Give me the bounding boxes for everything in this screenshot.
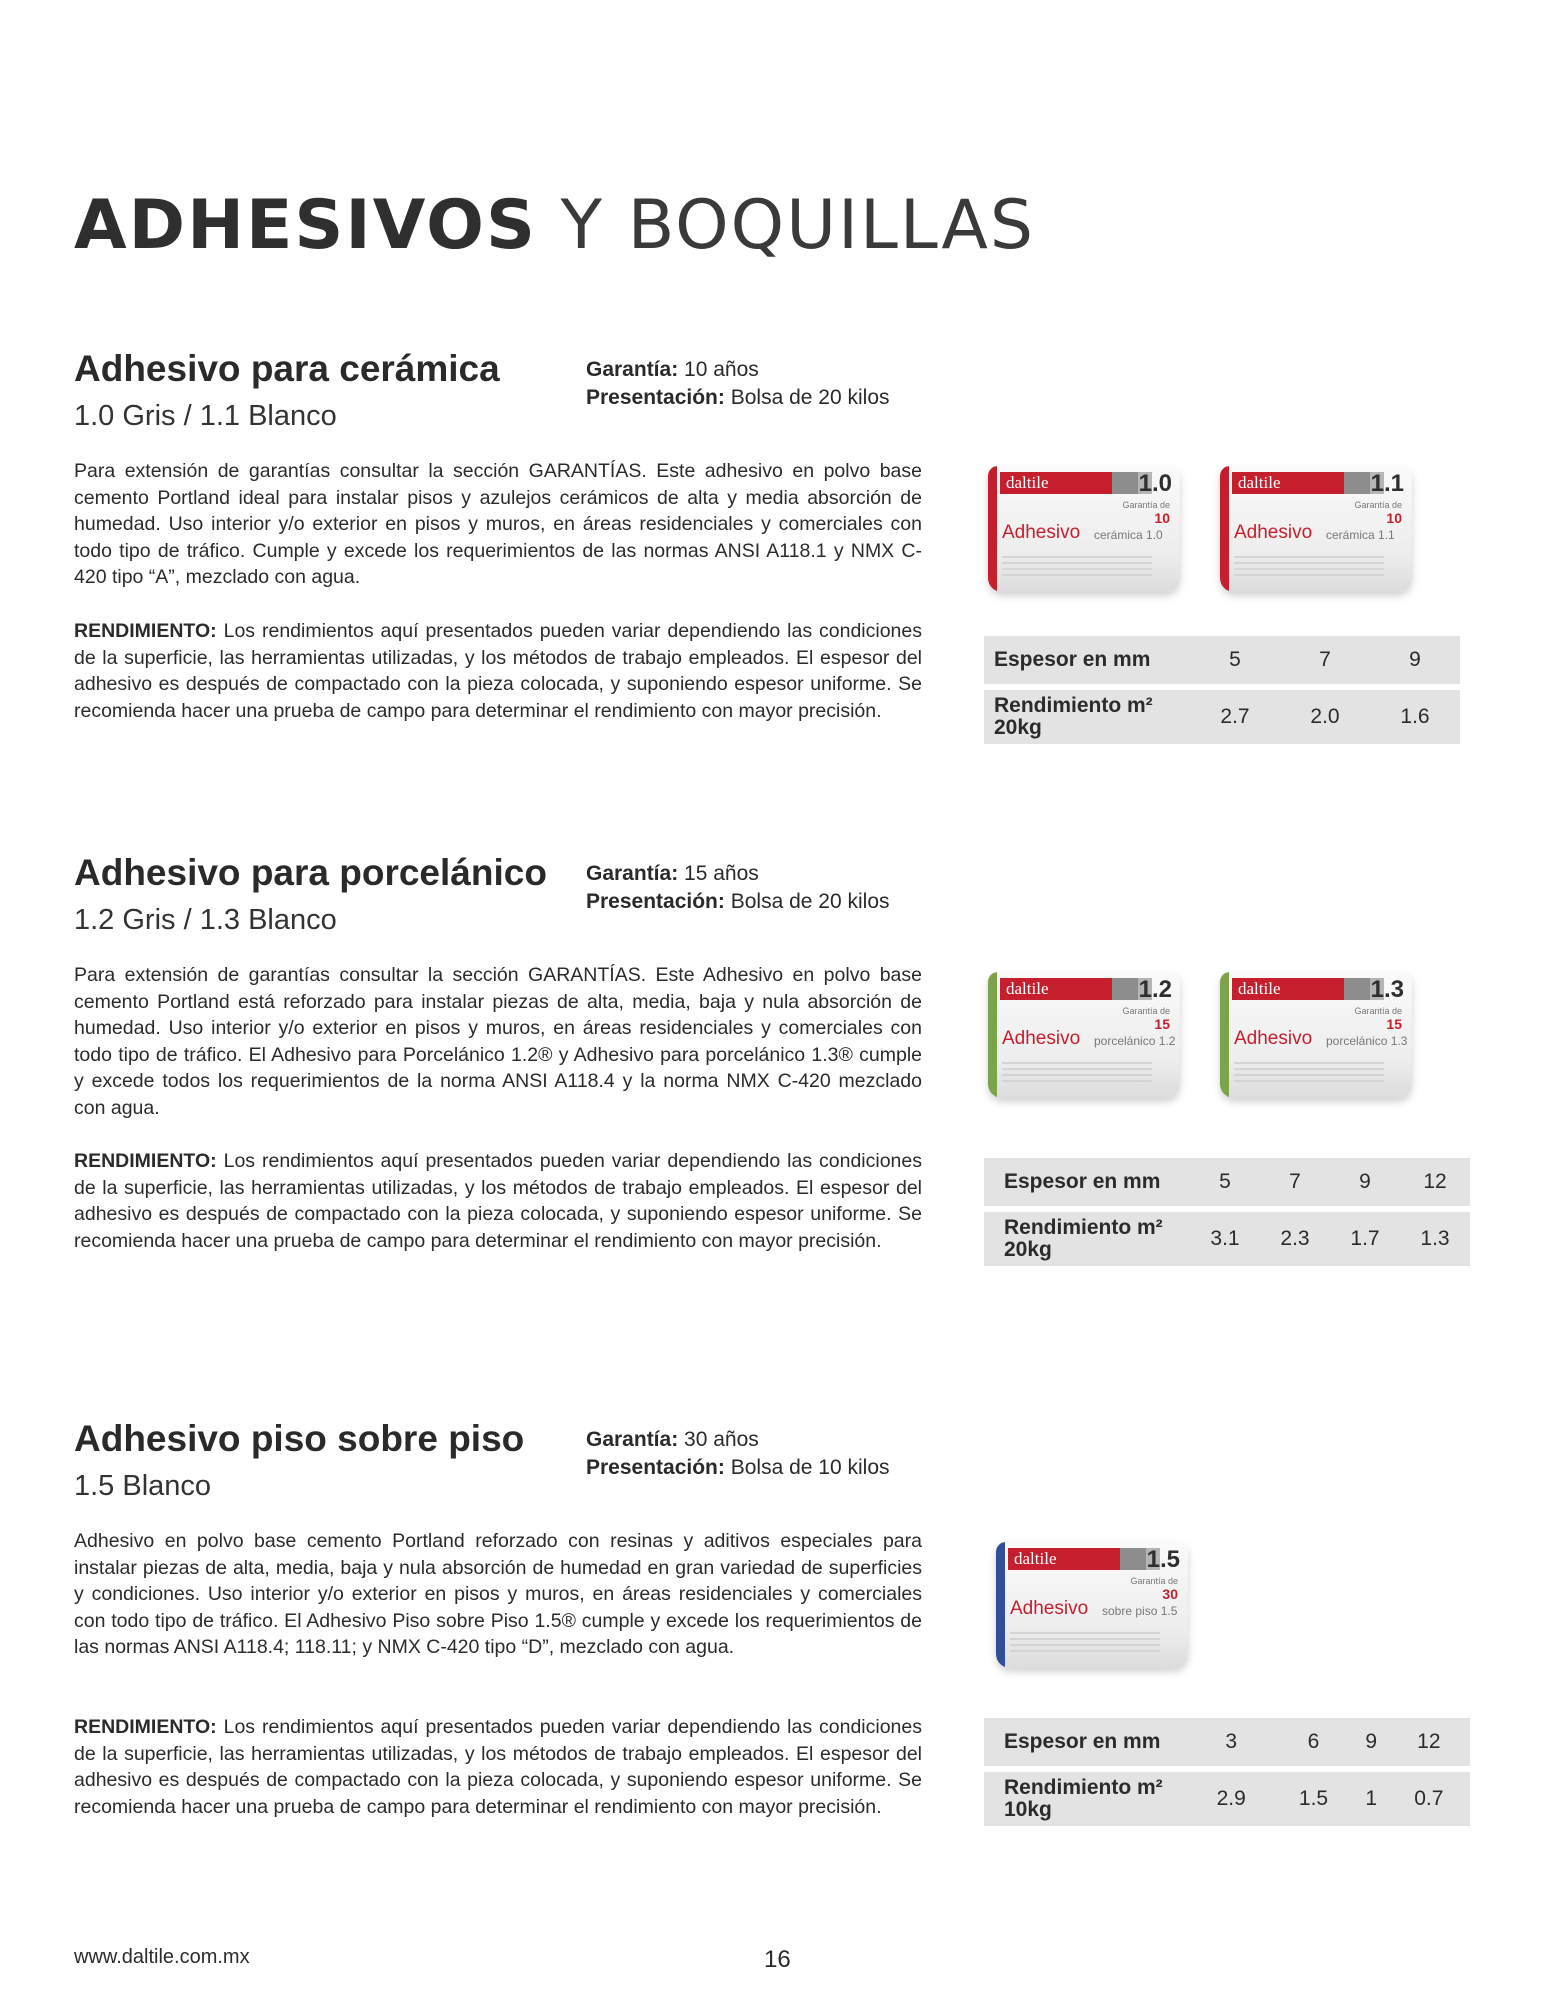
table-label-line: 20kg [994, 716, 1042, 739]
table-row [984, 636, 1460, 684]
table-label-line: Rendimiento m² [1004, 1776, 1163, 1799]
product-bag-image [996, 1542, 1188, 1668]
table-cell: 0.7 [1388, 1772, 1470, 1826]
table-label: Espesor en mm [984, 636, 1190, 684]
garantia-value: 10 años [684, 358, 759, 381]
presentacion-value: Bolsa de 20 kilos [730, 386, 890, 409]
title-bold: ADHESIVOS [74, 186, 537, 265]
garantia-label: Garantía: [586, 862, 679, 885]
rendimiento-label: RENDIMIENTO: [74, 1716, 217, 1738]
rendimiento-paragraph [74, 618, 922, 724]
product-bag-image [1220, 466, 1412, 592]
rendimiento-label: RENDIMIENTO: [74, 1150, 217, 1172]
table-cell: 3.1 [1190, 1212, 1260, 1266]
bag-subtitle: porcelánico 1.3 [1326, 1034, 1408, 1048]
rendimiento-text: Los rendimientos aquí presentados pueden variar dependiendo las condiciones de la superficie, las herramientas utilizadas, y los métodos de trabajo empleados. El espesor del adhesivo es después de compactado con la pieza colocada, y suponiendo espesor uniforme. Se recomienda hacer una prueba de campo para determinar el rendimiento con mayor precisión. [74, 1716, 922, 1818]
presentacion-label: Presentación: [586, 1456, 725, 1479]
rendimiento-paragraph [74, 1148, 922, 1254]
table-label [984, 1772, 1190, 1826]
product-variant: 1.0 Gris / 1.1 Blanco [74, 400, 337, 432]
rendimiento-table [984, 1712, 1470, 1832]
rendimiento-text: Los rendimientos aquí presentados pueden variar dependiendo las condiciones de la superficie, las herramientas utilizadas, y los métodos de trabajo empleados. El espesor del adhesivo es después de compactado con la pieza colocada, y suponiendo espesor uniforme. Se recomienda hacer una prueba de campo para determinar el rendimiento con mayor precisión. [74, 1150, 922, 1252]
bag-garantia-number: 30 [1162, 1586, 1178, 1602]
table-label: Espesor en mm [984, 1158, 1190, 1206]
bag-fineprint [1234, 556, 1384, 576]
bag-stripe [1344, 978, 1370, 1000]
bag-adhesivo: Adhesivo [1010, 1598, 1089, 1619]
table-label-line: Rendimiento m² [994, 694, 1153, 717]
rendimiento-text: Los rendimientos aquí presentados pueden variar dependiendo las condiciones de la superficie, las herramientas utilizadas, y los métodos de trabajo empleados. El espesor del adhesivo es después de compactado con la pieza colocada, y suponiendo espesor uniforme. Se recomienda hacer una prueba de campo para determinar el rendimiento con mayor precisión. [74, 620, 922, 722]
bag-stripe [1112, 978, 1138, 1000]
page-number: 16 [764, 1946, 791, 1973]
table-cell: 9 [1330, 1158, 1400, 1206]
page-title [74, 186, 1035, 265]
presentacion-value: Bolsa de 20 kilos [730, 890, 890, 913]
bag-garantia-number: 10 [1386, 510, 1402, 526]
bag-strip [996, 1542, 1005, 1668]
table-cell: 7 [1260, 1158, 1330, 1206]
product-description: Para extensión de garantías consultar la sección GARANTÍAS. Este adhesivo en polvo base cemento Portland ideal para instalar pisos y azulejos cerámicos de alta y media absorción de humedad. Uso interior y/o exterior en pisos y muros, en áreas residenciales y comerciales con todo tipo de tráfico. Cumple y excede los requerimientos de las normas ANSI A118.1 y NMX C-420 tipo “A”, mezclado con agua. [74, 460, 922, 588]
bag-code: 1.0 [1138, 470, 1172, 497]
table-label [984, 690, 1190, 744]
rendimiento-paragraph [74, 1714, 922, 1820]
bag-garantia: Garantía de [1354, 500, 1402, 510]
bag-stripe [1112, 472, 1138, 494]
table-cell: 12 [1388, 1718, 1470, 1766]
bag-fineprint [1002, 1062, 1152, 1082]
bag-stripe [1120, 1548, 1146, 1570]
footer-url[interactable]: www.daltile.com.mx [74, 1946, 250, 1968]
table-row [984, 690, 1460, 744]
bag-brand: daltile [1008, 1548, 1120, 1570]
table-cell: 9 [1355, 1718, 1388, 1766]
table-cell: 2.7 [1190, 690, 1280, 744]
rendimiento-label: RENDIMIENTO: [74, 620, 217, 642]
presentacion-value: Bolsa de 10 kilos [730, 1456, 890, 1479]
bag-brand: daltile [1000, 472, 1112, 494]
product-specs [586, 356, 890, 412]
table-row [984, 1718, 1470, 1766]
presentacion-label: Presentación: [586, 386, 725, 409]
bag-subtitle: cerámica 1.1 [1326, 528, 1395, 542]
garantia-value: 15 años [684, 862, 759, 885]
table-cell: 7 [1280, 636, 1370, 684]
bag-fineprint [1002, 556, 1152, 576]
bag-garantia-number: 15 [1154, 1016, 1170, 1032]
product-specs [586, 860, 890, 916]
table-row [984, 1772, 1470, 1826]
product-variant: 1.2 Gris / 1.3 Blanco [74, 904, 337, 936]
table-cell: 12 [1400, 1158, 1470, 1206]
bag-subtitle: porcelánico 1.2 [1094, 1034, 1176, 1048]
bag-garantia: Garantía de [1354, 1006, 1402, 1016]
table-label [984, 1212, 1190, 1266]
table-cell: 1.6 [1370, 690, 1460, 744]
bag-garantia: Garantía de [1122, 500, 1170, 510]
rendimiento-table [984, 1152, 1470, 1272]
bag-garantia-number: 10 [1154, 510, 1170, 526]
bag-code: 1.2 [1138, 976, 1172, 1003]
bag-brand: daltile [1232, 472, 1344, 494]
bag-adhesivo: Adhesivo [1234, 1028, 1313, 1049]
bag-garantia: Garantía de [1122, 1006, 1170, 1016]
product-bag-image [1220, 972, 1412, 1098]
title-light: Y BOQUILLAS [560, 186, 1036, 265]
table-cell: 1 [1355, 1772, 1388, 1826]
bag-code: 1.5 [1146, 1546, 1180, 1573]
table-cell: 5 [1190, 1158, 1260, 1206]
table-cell: 1.7 [1330, 1212, 1400, 1266]
bag-strip [1220, 972, 1229, 1098]
table-label-line: 20kg [1004, 1238, 1052, 1261]
product-name: Adhesivo para cerámica [74, 348, 500, 389]
bag-subtitle: cerámica 1.0 [1094, 528, 1163, 542]
bag-garantia: Garantía de [1130, 1576, 1178, 1586]
table-cell: 2.0 [1280, 690, 1370, 744]
table-label-line: 10kg [1004, 1798, 1052, 1821]
rendimiento-table [984, 630, 1460, 750]
product-bag-image [988, 972, 1180, 1098]
bag-strip [1220, 466, 1229, 592]
table-cell: 1.5 [1272, 1772, 1354, 1826]
presentacion-label: Presentación: [586, 890, 725, 913]
garantia-label: Garantía: [586, 358, 679, 381]
bag-garantia-number: 15 [1386, 1016, 1402, 1032]
table-label-line: Rendimiento m² [1004, 1216, 1163, 1239]
bag-strip [988, 466, 997, 592]
table-cell: 3 [1190, 1718, 1272, 1766]
bag-fineprint [1234, 1062, 1384, 1082]
product-specs [586, 1426, 890, 1482]
table-cell: 2.9 [1190, 1772, 1272, 1826]
table-row [984, 1158, 1470, 1206]
product-bag-image [988, 466, 1180, 592]
table-cell: 5 [1190, 636, 1280, 684]
bag-stripe [1344, 472, 1370, 494]
table-cell: 9 [1370, 636, 1460, 684]
table-cell: 6 [1272, 1718, 1354, 1766]
product-name: Adhesivo para porcelánico [74, 852, 547, 893]
bag-adhesivo: Adhesivo [1002, 1028, 1081, 1049]
product-description: Adhesivo en polvo base cemento Portland reforzado con resinas y aditivos especiales para instalar piezas de alta, media, baja y nula absorción de humedad en gran variedad de superficies y condiciones. Uso interior y/o exterior en pisos y muros, en áreas residenciales y comerciales con todo tipo de tráfico. El Adhesivo Piso sobre Piso 1.5® cumple y excede los requerimientos de las normas ANSI A118.4; 118.11; y NMX C-420 tipo “D”, mezclado con agua. [74, 1530, 922, 1658]
product-name: Adhesivo piso sobre piso [74, 1418, 525, 1459]
bag-code: 1.1 [1370, 470, 1404, 497]
bag-strip [988, 972, 997, 1098]
table-cell: 1.3 [1400, 1212, 1470, 1266]
bag-subtitle: sobre piso 1.5 [1102, 1604, 1178, 1618]
garantia-label: Garantía: [586, 1428, 679, 1451]
table-cell: 2.3 [1260, 1212, 1330, 1266]
garantia-value: 30 años [684, 1428, 759, 1451]
bag-code: 1.3 [1370, 976, 1404, 1003]
bag-adhesivo: Adhesivo [1234, 522, 1313, 543]
table-row [984, 1212, 1470, 1266]
bag-fineprint [1010, 1632, 1160, 1652]
bag-brand: daltile [1000, 978, 1112, 1000]
product-variant: 1.5 Blanco [74, 1470, 212, 1502]
product-description: Para extensión de garantías consultar la sección GARANTÍAS. Este Adhesivo en polvo base cemento Portland está reforzado para instalar piezas de alta, media, baja y nula absorción de humedad. Uso interior y/o exterior en pisos y muros, en áreas residenciales y comerciales con todo tipo de tráfico. El Adhesivo para Porcelánico 1.2® y Adhesivo para porcelánico 1.3® cumple y excede todos los requerimientos de la norma ANSI A118.4 y la norma NMX C-420 mezclado con agua. [74, 964, 922, 1119]
bag-brand: daltile [1232, 978, 1344, 1000]
bag-adhesivo: Adhesivo [1002, 522, 1081, 543]
table-label: Espesor en mm [984, 1718, 1190, 1766]
